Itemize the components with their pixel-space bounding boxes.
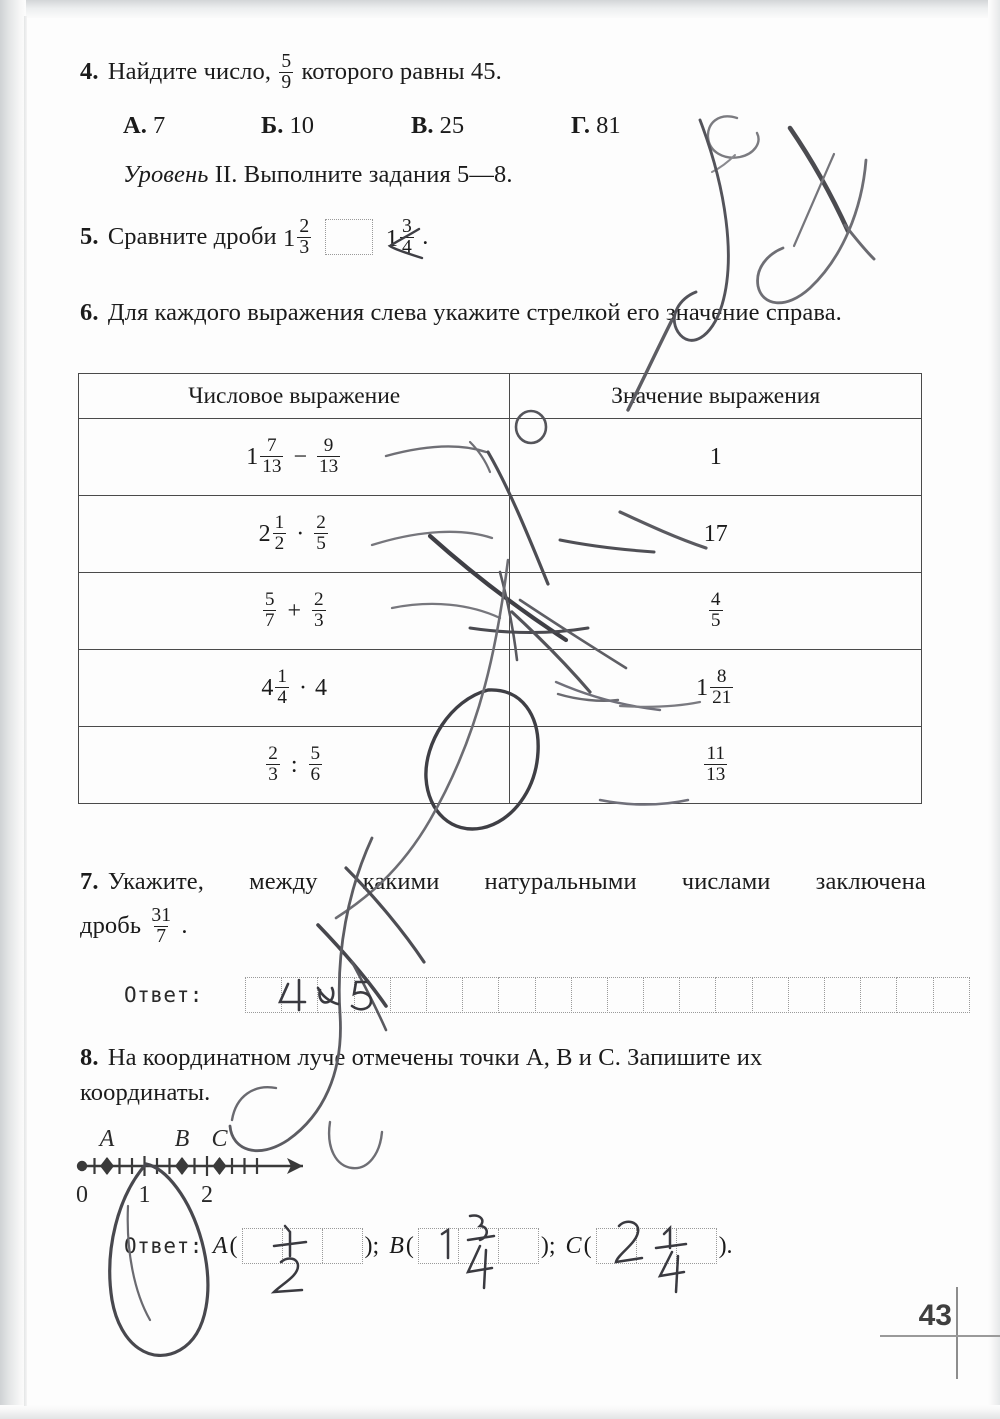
task-5-left-denominator: 3 [299, 236, 310, 258]
task-5-left-mixed [282, 215, 313, 260]
task-5-text: Сравните дроби [107, 223, 277, 250]
axis-point-label-b: B [174, 1126, 190, 1152]
expr-3-denominator-2: 3 [313, 609, 324, 631]
table-row [79, 496, 922, 573]
expr-3-operator: + [287, 597, 301, 624]
task-7-answer-label: Ответ: [124, 983, 203, 1007]
axis-point-marker-a [100, 1157, 114, 1175]
answer-cell[interactable] [462, 977, 499, 1013]
task-5-left-fraction [297, 217, 311, 259]
table-row [79, 650, 922, 727]
circle-around-option-g [708, 116, 759, 157]
answer-point-a-box[interactable] [242, 1228, 363, 1264]
option-a-letter: А. [123, 112, 147, 139]
value-5-numerator: 11 [706, 742, 725, 764]
axis-point-marker-b [175, 1157, 189, 1175]
table-cell-expression-5[interactable] [79, 727, 510, 804]
task-4-text-before: Найдите число, [107, 58, 272, 85]
task-8-answer-label: Ответ: [124, 1234, 203, 1258]
answer-point-b-box[interactable] [418, 1228, 539, 1264]
scan-edge-right [988, 0, 1000, 1419]
axis-origin-dot [77, 1161, 87, 1171]
value-4-numerator: 8 [716, 665, 727, 687]
table-header-value: Значение выражения [510, 374, 922, 419]
expr-4-denominator: 4 [277, 686, 288, 708]
axis-tick-label: 1 [138, 1182, 151, 1208]
option-b-value: 10 [289, 112, 314, 139]
answer-cell[interactable] [643, 977, 680, 1013]
answer-cell[interactable] [245, 977, 282, 1013]
answer-cell[interactable] [498, 977, 535, 1013]
task-7-fraction-denominator: 7 [156, 925, 167, 947]
task-4-fraction-denominator: 9 [281, 71, 292, 93]
task-7-text-before-fraction: дробь [80, 912, 142, 939]
table-cell-expression-1[interactable] [79, 419, 510, 496]
task-8-line-2: координаты. [80, 1079, 211, 1106]
answer-cell[interactable] [571, 977, 608, 1013]
expr-5-operator: : [290, 751, 298, 778]
task-4-text-after: которого равны 45. [301, 58, 502, 85]
task-5-left-numerator: 2 [299, 215, 310, 237]
expr-1-numerator-2: 9 [323, 434, 334, 456]
answer-cell[interactable] [281, 977, 318, 1013]
option-a-value: 7 [152, 112, 166, 139]
scan-edge-top [0, 0, 1000, 18]
option-v-letter: В. [411, 112, 434, 139]
task-8-line-1 [80, 1038, 958, 1077]
table-header-expression: Числовое выражение [79, 374, 510, 419]
answer-cell[interactable] [607, 977, 644, 1013]
task-5-comparison-box[interactable] [325, 219, 373, 255]
table-row [79, 573, 922, 650]
expression-matching-table [78, 373, 922, 804]
task-5-right-denominator: 4 [402, 236, 412, 258]
value-4-denominator: 21 [712, 686, 732, 708]
option-g[interactable] [571, 112, 621, 140]
table-row [79, 727, 922, 804]
task-5-number: 5. [80, 223, 99, 250]
task-4-fraction-numerator: 5 [281, 50, 292, 72]
expr-1-denominator-2: 13 [318, 455, 339, 477]
task-5-right-fraction [400, 217, 414, 259]
task-7-line-1 [80, 862, 958, 901]
table-cell-expression-3[interactable] [79, 573, 510, 650]
task-4-number: 4. [80, 58, 99, 85]
table-row [79, 419, 922, 496]
crop-mark-horizontal [880, 1335, 1000, 1337]
answer-cell[interactable] [390, 977, 427, 1013]
level-roman: II. [214, 161, 238, 188]
table-header-row [79, 374, 922, 419]
expr-4-numerator: 1 [277, 665, 288, 687]
expr-5-denominator: 3 [268, 763, 278, 785]
coordinate-number-line [70, 1120, 970, 1220]
task-7-period: . [181, 912, 188, 939]
task-7-line-2 [80, 906, 188, 948]
answer-cell[interactable] [896, 977, 933, 1013]
value-2-whole: 17 [703, 520, 728, 547]
answer-cell[interactable] [860, 977, 897, 1013]
value-3-denominator: 5 [710, 609, 721, 631]
option-v[interactable] [411, 112, 464, 140]
expr-3-numerator: 5 [264, 588, 275, 610]
answer-cell[interactable] [679, 977, 716, 1013]
answer-cell[interactable] [752, 977, 789, 1013]
answer-point-c-box[interactable] [596, 1228, 717, 1264]
scan-edge-bottom [0, 1405, 1000, 1419]
option-a[interactable] [123, 112, 165, 140]
expr-2-integer: 2 [258, 520, 271, 547]
option-v-value: 25 [439, 112, 465, 139]
value-1-whole: 1 [709, 443, 722, 470]
value-3-numerator: 4 [710, 588, 721, 610]
answer-point-c-open: ( [583, 1232, 592, 1259]
expr-4-operator: · [299, 674, 308, 701]
expr-1-integer: 1 [246, 443, 259, 470]
expr-2-denominator: 2 [274, 532, 285, 554]
expr-4-integer: 4 [261, 674, 274, 701]
table-cell-value-1[interactable] [510, 419, 922, 496]
table-cell-value-3[interactable] [510, 573, 922, 650]
answer-point-b-close: ); [540, 1232, 556, 1259]
axis-tick-label: 2 [201, 1182, 213, 1208]
answer-cell[interactable] [824, 977, 861, 1013]
answer-point-a-close: ); [364, 1232, 380, 1259]
option-b-letter: Б. [261, 112, 284, 139]
expr-5-numerator: 2 [268, 742, 278, 764]
table-cell-value-2[interactable] [510, 496, 922, 573]
level-word: Уровень [123, 161, 209, 188]
task-7-answer-grid[interactable] [245, 977, 969, 1013]
option-b[interactable] [261, 112, 314, 140]
table-cell-value-5[interactable] [510, 727, 922, 804]
expr-1-denominator: 13 [262, 455, 282, 477]
task-7-fraction-numerator: 31 [151, 904, 172, 926]
level-instruction: Выполните задания 5—8. [243, 161, 513, 188]
task-5 [80, 217, 428, 259]
task-7-fraction [149, 906, 173, 948]
answer-point-c-close: ). [718, 1232, 733, 1259]
answer-cell[interactable] [715, 977, 752, 1013]
expr-1-operator: − [293, 443, 307, 470]
task-5-right-numerator: 3 [402, 215, 412, 237]
task-6 [80, 293, 960, 332]
task-7-text-line-1: Укажите, между какими натуральными числами заключена [107, 868, 926, 895]
task-5-right-mixed [385, 215, 416, 260]
task-5-left-integer: 1 [282, 224, 296, 252]
axis-point-label-c: C [211, 1126, 228, 1152]
answer-point-b-name: B [389, 1232, 404, 1259]
answer-point-a-name: A [212, 1232, 228, 1259]
answer-cell[interactable] [933, 977, 970, 1013]
level-heading [123, 155, 513, 194]
expr-2-numerator: 1 [274, 511, 285, 533]
answer-cell[interactable] [354, 977, 391, 1013]
scan-fold-shadow [24, 16, 27, 1406]
answer-point-b-open: ( [405, 1232, 414, 1259]
task-4-fraction [279, 52, 293, 94]
table-cell-expression-2[interactable] [79, 496, 510, 573]
page-number: 43 [918, 1299, 952, 1332]
value-4-integer: 1 [696, 674, 709, 701]
expr-5-denominator-2: 6 [310, 763, 321, 785]
expr-5-numerator-2: 5 [310, 742, 321, 764]
scan-edge-left [0, 0, 26, 1419]
expr-2-numerator-2: 2 [316, 511, 326, 533]
task-6-number: 6. [80, 299, 99, 326]
answer-point-a-open: ( [229, 1232, 238, 1259]
answer-cell[interactable] [426, 977, 463, 1013]
table-cell-expression-4[interactable] [79, 650, 510, 727]
axis-point-label-a: A [99, 1126, 115, 1152]
task-8-text-line-1: На координатном луче отмечены точки A, B и C. Запишите их [107, 1044, 763, 1071]
task-5-right-integer: 1 [385, 224, 399, 252]
task-8-answer-line [124, 1228, 733, 1264]
expr-1-numerator: 7 [267, 434, 277, 456]
expr-2-operator: · [296, 520, 305, 547]
option-g-value: 81 [596, 112, 621, 139]
expr-3-denominator: 7 [264, 609, 275, 631]
value-5-denominator: 13 [706, 763, 726, 785]
answer-cell[interactable] [317, 977, 354, 1013]
task-4 [80, 52, 880, 94]
answer-point-c-name: C [565, 1232, 582, 1259]
option-g-letter: Г. [571, 112, 590, 139]
answer-cell[interactable] [535, 977, 572, 1013]
axis-tick-label: 0 [76, 1182, 88, 1208]
task-6-text: Для каждого выражения слева укажите стрелкой его значение справа. [107, 299, 842, 326]
axis-point-marker-c [213, 1157, 227, 1175]
task-8-number: 8. [80, 1044, 99, 1071]
expr-2-denominator-2: 5 [316, 532, 326, 554]
table-cell-value-4[interactable] [510, 650, 922, 727]
crop-mark-vertical [956, 1287, 958, 1379]
expr-3-numerator-2: 2 [313, 588, 324, 610]
task-5-period: . [422, 223, 429, 250]
answer-cell[interactable] [788, 977, 825, 1013]
expr-4-whole-2: 4 [315, 674, 328, 701]
task-7-number: 7. [80, 868, 99, 895]
